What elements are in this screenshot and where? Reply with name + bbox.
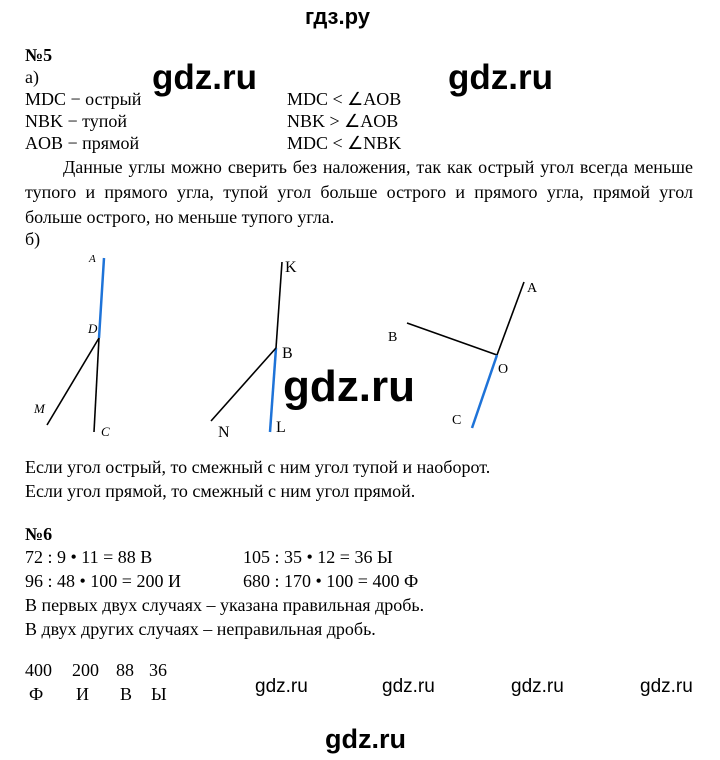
point-label-k: K <box>285 259 297 276</box>
answer-letter: Ф <box>29 684 44 704</box>
site-header-title: гдз.ру <box>305 4 370 29</box>
task6-note: В первых двух случаях – указана правильная дробь. <box>25 595 425 615</box>
watermark: gdz.ru <box>640 676 693 697</box>
angle-type-line: MDC − острый <box>25 89 142 109</box>
ray-bn <box>211 348 276 421</box>
point-label-n: N <box>218 424 230 441</box>
watermark: gdz.ru <box>255 676 308 697</box>
ray-dc <box>94 338 99 432</box>
answer-number: 400 <box>25 660 52 680</box>
point-label-b: B <box>282 345 293 362</box>
angle-type-line: NBK − тупой <box>25 111 128 131</box>
ray-oa <box>497 282 524 355</box>
point-label-c: C <box>101 424 110 439</box>
calc-row: 105 : 35 • 12 = 36 Ы <box>243 547 393 567</box>
conclusion-line: Если угол прямой, то смежный с ним угол прямой. <box>25 481 416 501</box>
angle-comparison-line: MDC < ∠NBK <box>287 133 402 153</box>
answer-number: 36 <box>149 660 167 680</box>
watermark: gdz.ru <box>511 676 564 697</box>
task6-note: В двух других случаях – неправильная дробь. <box>25 619 376 639</box>
task5-explanation-paragraph: Данные углы можно сверить без наложения, так как острый угол всегда меньше тупого и прямого угла, тупой угол больше острого и прямого угла, прямой угол больше острого, но меньше тупого угла. <box>25 157 693 227</box>
answer-letter: И <box>76 684 89 704</box>
watermark: gdz.ru <box>382 676 435 697</box>
ray-ob <box>407 323 497 355</box>
task5-part-a: а) <box>25 67 39 87</box>
task5-number: №5 <box>25 45 53 65</box>
point-label-d: D <box>88 321 98 336</box>
answer-letter: В <box>120 684 133 704</box>
point-label-o: O <box>498 362 509 377</box>
answer-number: 88 <box>116 660 134 680</box>
point-label-b: B <box>388 330 398 345</box>
calc-row: 72 : 9 • 11 = 88 В <box>25 547 153 567</box>
answer-number: 200 <box>72 660 99 680</box>
angle-comparison-line: MDC < ∠AOB <box>287 89 402 109</box>
point-label-c: C <box>452 413 462 428</box>
watermark: gdz.ru <box>325 724 406 754</box>
angle-figures <box>0 240 720 450</box>
figure-angle-mdc <box>33 253 110 439</box>
point-label-a: A <box>527 281 538 296</box>
calc-row: 96 : 48 • 100 = 200 И <box>25 571 181 591</box>
task5-part-b: б) <box>25 229 41 249</box>
watermark: gdz.ru <box>448 58 553 97</box>
point-label-a: A <box>89 253 96 265</box>
ray-da <box>99 258 104 338</box>
angle-type-line: AOB − прямой <box>25 133 140 153</box>
task6-number: №6 <box>25 524 53 544</box>
conclusion-line: Если угол острый, то смежный с ним угол тупой и наоборот. <box>25 457 491 477</box>
ray-oc <box>472 355 497 428</box>
calc-row: 680 : 170 • 100 = 400 Ф <box>243 571 419 591</box>
point-label-l: L <box>276 419 286 436</box>
point-label-m: M <box>34 401 45 416</box>
figure-angle-nbk <box>211 259 297 441</box>
watermark: gdz.ru <box>283 362 415 411</box>
angle-comparison-line: NBK > ∠AOB <box>287 111 399 131</box>
ray-dm <box>47 338 99 425</box>
answer-letter: Ы <box>151 684 167 704</box>
watermark: gdz.ru <box>152 58 257 97</box>
ray-bk <box>276 262 282 348</box>
